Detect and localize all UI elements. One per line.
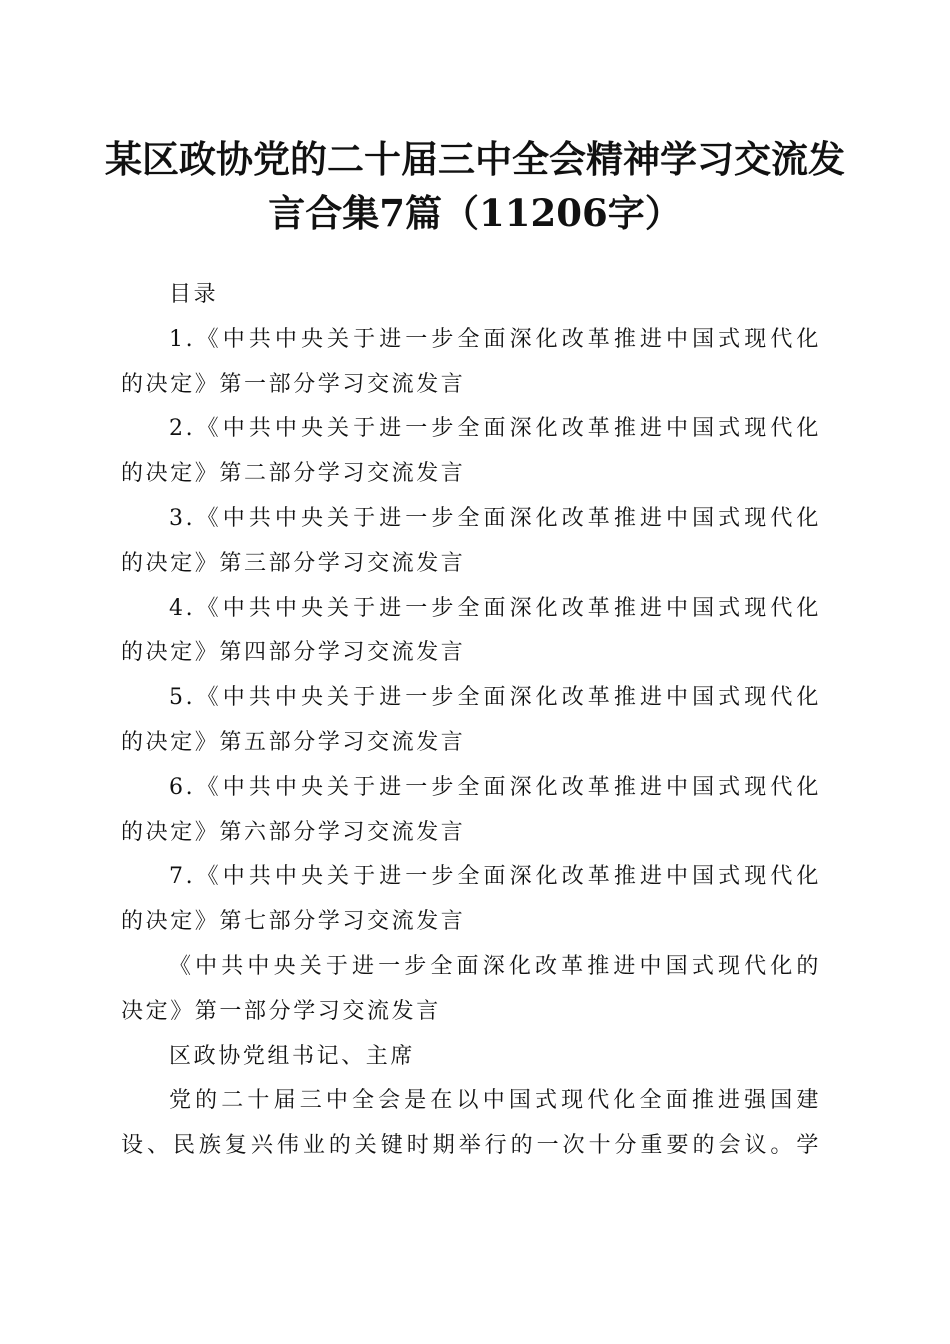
body-paragraph: 党的二十届三中全会是在以中国式现代化全面推进强国建 设、民族复兴伟业的关键时期举行的一次十分重要的会议。学	[121, 1088, 821, 1159]
toc-item-7: 7.《中共中央关于进一步全面深化改革推进中国式现代化 的决定》第七部分学习交流发言	[121, 864, 821, 935]
title-line-2: 言合集7篇（11206字）	[268, 191, 682, 235]
toc-heading: 目录	[169, 282, 219, 307]
toc-item-5: 5.《中共中央关于进一步全面深化改革推进中国式现代化 的决定》第五部分学习交流发言	[121, 685, 821, 755]
author-line: 区政协党组书记、主席	[169, 1043, 416, 1069]
toc-item-1: 1.《中共中央关于进一步全面深化改革推进中国式现代化 的决定》第一部分学习交流发言	[121, 326, 821, 397]
title-line-1: 某区政协党的二十届三中全会精神学习交流发	[105, 137, 845, 181]
document-body	[121, 273, 821, 1169]
toc-item-2: 2.《中共中央关于进一步全面深化改革推进中国式现代化 的决定》第二部分学习交流发言	[121, 416, 821, 487]
document-title	[100, 132, 850, 240]
toc-item-4: 4.《中共中央关于进一步全面深化改革推进中国式现代化 的决定》第四部分学习交流发言	[121, 595, 821, 666]
toc-item-3: 3.《中共中央关于进一步全面深化改革推进中国式现代化 的决定》第三部分学习交流发言	[121, 505, 821, 576]
toc-item-6: 6.《中共中央关于进一步全面深化改革推进中国式现代化 的决定》第六部分学习交流发言	[121, 774, 821, 845]
section-title: 《中共中央关于进一步全面深化改革推进中国式现代化的 决定》第一部分学习交流发言	[121, 953, 821, 1024]
